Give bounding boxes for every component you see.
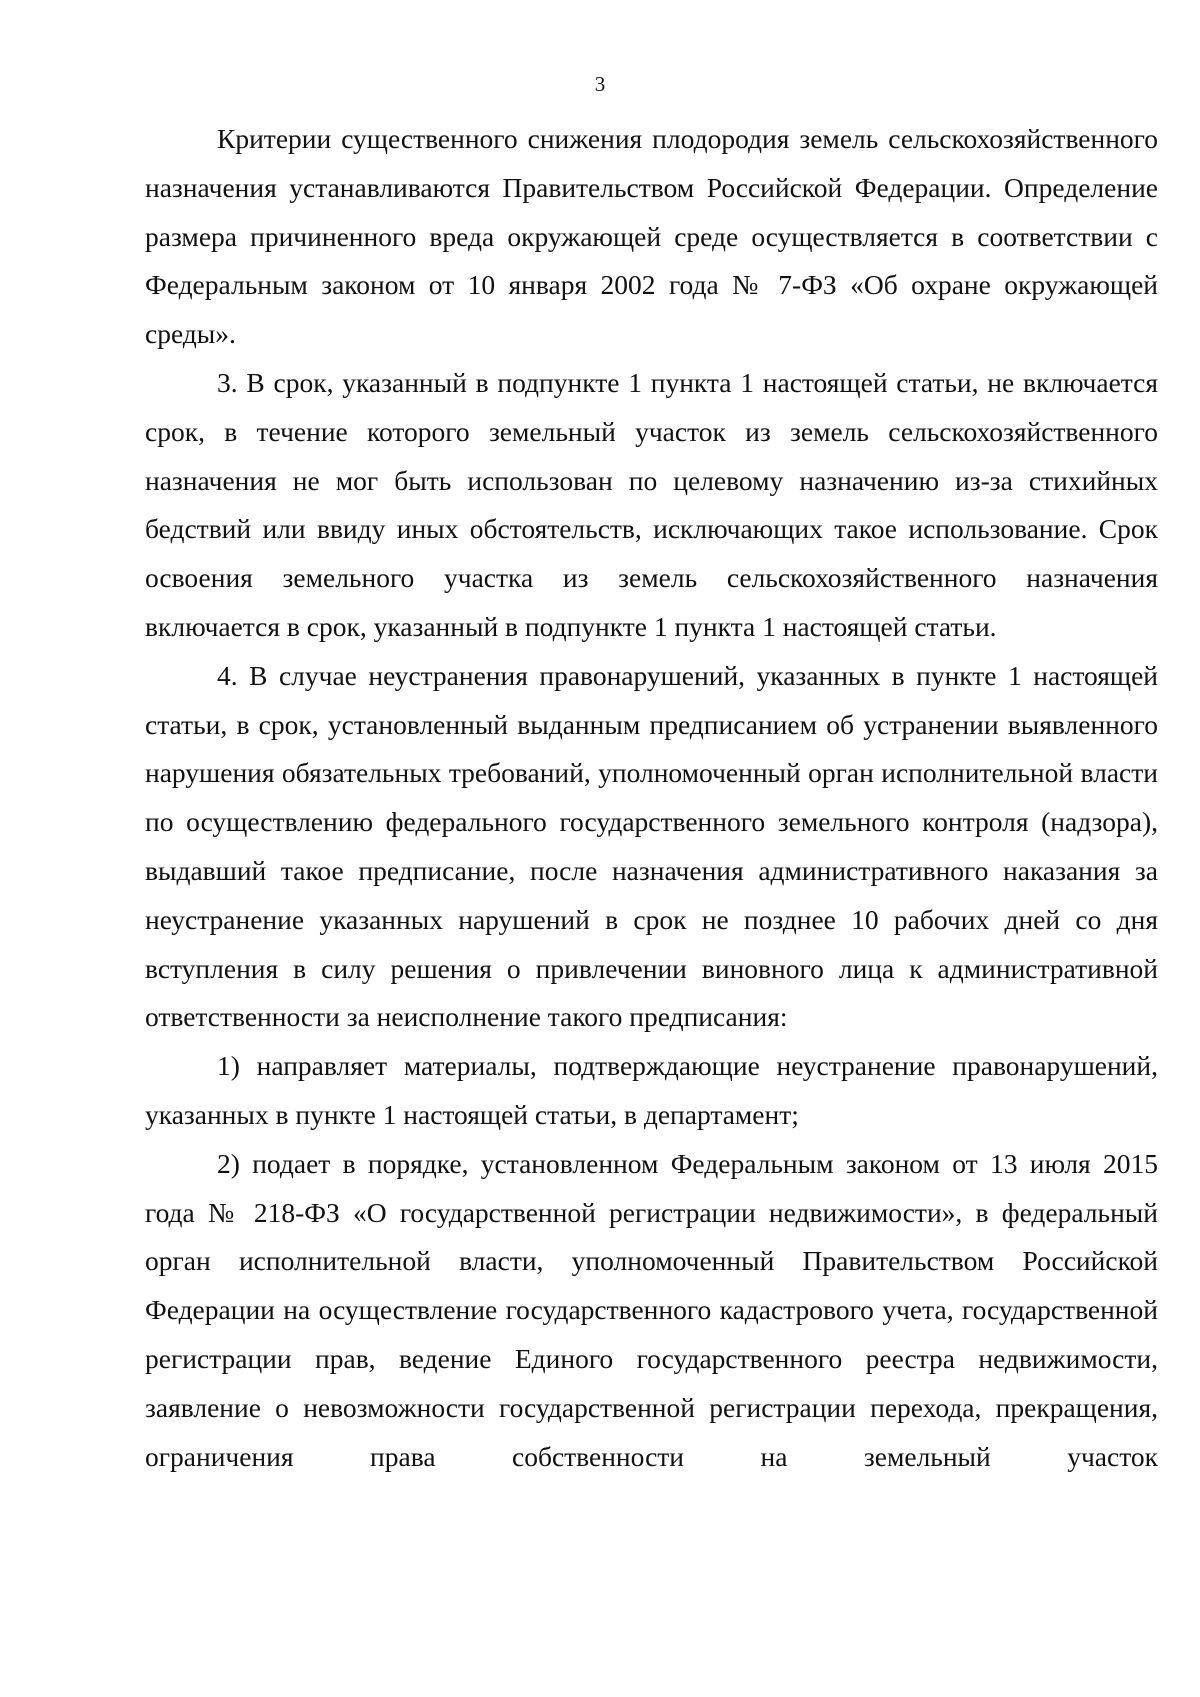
paragraph-subitem-2: 2) подает в порядке, установленном Федеральным законом от 13 июля 2015 года № 218-ФЗ «О государственной регистрации недвижимости», в федеральный орган исполнительной власти, уполномоченный Правительством Российской Федерации на осуществление государственного кадастрового учета, государственной регистрации прав, ведение Единого государственного реестра недвижимости, заявление о невозможности государственной регистрации перехода, прекращения, ограничения права собственности на земельный участок (145, 1147, 1158, 1472)
paragraph-criteria: Критерии существенного снижения плодородия земель сельскохозяйственного назначения устанавливаются Правительством Российской Федерации. Определение размера причиненного вреда окружающей среде осуществляется в соответствии с Федеральным законом от 10 января 2002 года № 7-ФЗ «Об охране окружающей среды». (145, 123, 1158, 350)
page-number: 3 (594, 72, 606, 96)
paragraph-item-3: 3. В срок, указанный в подпункте 1 пункта 1 настоящей статьи, не включается срок, в течение которого земельный участок из земель сельскохозяйственного назначения не мог быть использован по целевому назначению из-за стихийных бедствий или ввиду иных обстоятельств, исключающих такое использование. Срок освоения земельного участка из земель сельскохозяйственного назначения включается в срок, указанный в подпункте 1 пункта 1 настоящей статьи. (145, 366, 1158, 642)
paragraph-subitem-1: 1) направляет материалы, подтверждающие неустранение правонарушений, указанных в пункте 1 настоящей статьи, в департамент; (145, 1050, 1158, 1130)
paragraph-item-4: 4. В случае неустранения правонарушений, указанных в пункте 1 настоящей статьи, в срок, установленный выданным предписанием об устранении выявленного нарушения обязательных требований, уполномоченный орган исполнительной власти по осуществлению федерального государственного земельного контроля (надзора), выдавший такое предписание, после назначения административного наказания за неустранение указанных нарушений в срок не позднее 10 рабочих дней со дня вступления в силу решения о привлечении виновного лица к административной ответственности за неисполнение такого предписания: (145, 659, 1158, 1033)
document-body (145, 115, 1158, 1481)
